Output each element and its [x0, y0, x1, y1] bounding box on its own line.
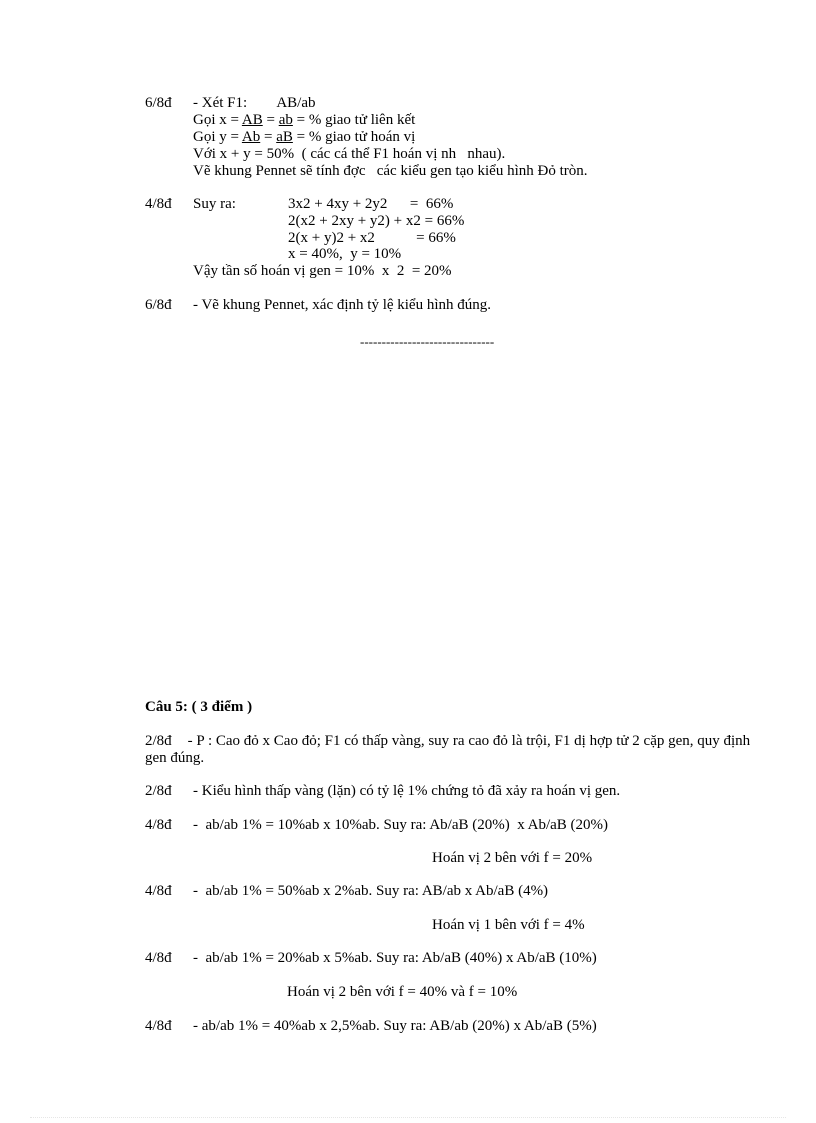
q5-item-1-text: - P : Cao đỏ x Cao đỏ; F1 có thấp vàng, suy ra cao đỏ là trội, F1 dị hợp tử 2 cặp gen, quy định gen đúng.: [145, 733, 751, 766]
block2-label: Suy ra:: [193, 196, 236, 212]
block3-text: - Vẽ khung Pennet, xác định tỷ lệ kiểu hình đúng.: [193, 297, 492, 313]
block1-line1: - Xét F1: AB/ab: [193, 95, 316, 111]
block1-line4: Với x + y = 50% ( các cá thể F1 hoán vị nh nhau).: [193, 146, 506, 162]
q5-item-3-points: 4/8đ: [145, 817, 172, 833]
block2-points: 4/8đ: [145, 196, 172, 212]
block2-eq4: x = 40%, y = 10%: [288, 246, 402, 262]
q5-item-3-note: Hoán vị 2 bên với f = 20%: [432, 850, 593, 866]
q5-item-4-text: - ab/ab 1% = 50%ab x 2%ab. Suy ra: AB/ab x Ab/aB (4%): [193, 883, 549, 899]
section-separator: -------------------------------: [360, 334, 495, 349]
q5-item-2-points: 2/8đ: [145, 783, 172, 799]
block3-points: 6/8đ: [145, 297, 172, 313]
block1-points: 6/8đ: [145, 95, 172, 111]
page-bottom-border: [30, 1117, 786, 1118]
question5-title: Câu 5: ( 3 điểm ): [145, 699, 253, 715]
q5-item-6-points: 4/8đ: [145, 1018, 172, 1034]
block1-line5: Vẽ khung Pennet sẽ tính đợc các kiểu gen tạo kiểu hình Đỏ tròn.: [193, 163, 588, 179]
q5-item-1: [145, 733, 755, 767]
block1-line3: Gọi y = Ab = aB = % giao tử hoán vị: [193, 129, 416, 145]
q5-item-5-text: - ab/ab 1% = 20%ab x 5%ab. Suy ra: Ab/aB (40%) x Ab/aB (10%): [193, 950, 597, 966]
q5-item-6-text: - ab/ab 1% = 40%ab x 2,5%ab. Suy ra: AB/ab (20%) x Ab/aB (5%): [193, 1018, 597, 1034]
block2-result: Vậy tần số hoán vị gen = 10% x 2 = 20%: [193, 263, 452, 279]
q5-item-3-text: - ab/ab 1% = 10%ab x 10%ab. Suy ra: Ab/aB (20%) x Ab/aB (20%): [193, 817, 609, 833]
q5-item-5-note: Hoán vị 2 bên với f = 40% và f = 10%: [287, 984, 518, 1000]
block2-eq1: 3x2 + 4xy + 2y2 = 66%: [288, 196, 454, 212]
block2-eq2: 2(x2 + 2xy + y2) + x2 = 66%: [288, 213, 465, 229]
q5-item-4-points: 4/8đ: [145, 883, 172, 899]
block1-line2: Gọi x = AB = ab = % giao tử liên kết: [193, 112, 416, 128]
q5-item-1-points: 2/8đ: [145, 733, 172, 749]
q5-item-2-text: - Kiểu hình thấp vàng (lặn) có tỷ lệ 1% chứng tỏ đã xảy ra hoán vị gen.: [193, 783, 621, 799]
q5-item-5-points: 4/8đ: [145, 950, 172, 966]
q5-item-4-note: Hoán vị 1 bên với f = 4%: [432, 917, 585, 933]
block2-eq3: 2(x + y)2 + x2 = 66%: [288, 230, 456, 246]
